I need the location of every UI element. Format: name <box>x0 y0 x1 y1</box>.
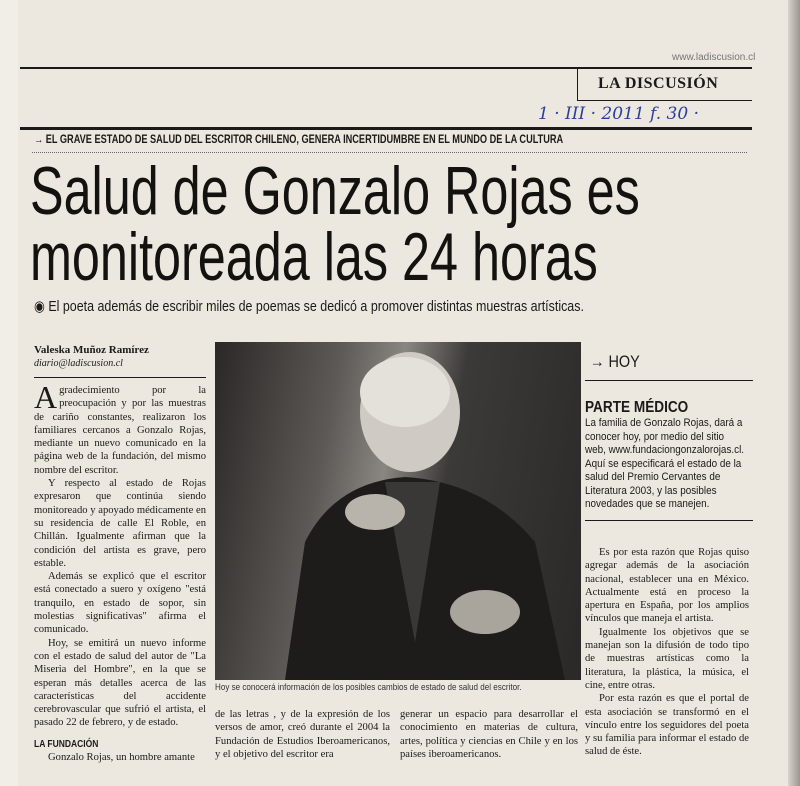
paragraph: Igualmente los objetivos que se manejan son la difusión de todo tipo de muestras artísticas como la literatura, la plástica, la música, el cine, entre otras. <box>585 626 749 691</box>
sidebar-title: PARTE MÉDICO <box>585 399 689 416</box>
byline: Valeska Muñoz Ramírez <box>34 344 149 356</box>
paragraph: generar un espacio para desarrollar el conocimiento en materias de cultura, artes, política y ciencias en Chile y en los países iberoamericanos. <box>400 709 578 760</box>
column-4 <box>585 546 749 759</box>
section-heading: LA FUNDACIÓN <box>34 738 99 750</box>
paragraph: gradecimiento por la preocupación y por las muestras de cariño constantes, realizaron los familiares cercanos a Gonzalo Rojas, mediante un nuevo comunicado en la página web de la fundación, del mismo nombre del escritor. <box>34 385 206 476</box>
masthead-rule <box>577 100 752 101</box>
scan-edge <box>788 0 800 786</box>
masthead-divider <box>577 69 578 100</box>
paragraph: Por esta razón es que el portal de esta asociación se transformó en el vínculo entre los seguidores del poeta y su familia para informar el estado de salud de éste. <box>585 693 749 758</box>
site-url: www.ladiscusion.cl <box>672 52 756 63</box>
section-rule <box>20 127 752 130</box>
headline <box>30 153 640 295</box>
kicker: → EL GRAVE ESTADO DE SALUD DEL ESCRITOR CHILENO, GENERA INCERTIDUMBRE EN EL MUNDO DE LA CULTURA <box>34 134 564 146</box>
headline-line-1: Salud de Gonzalo Rojas es <box>30 153 640 229</box>
photo-caption: Hoy se conocerá información de los posibles cambios de estado de salud del escritor. <box>215 682 522 693</box>
portrait-silhouette <box>215 342 581 680</box>
masthead: LA DISCUSIÓN <box>598 75 719 92</box>
column-1 <box>34 379 206 764</box>
paragraph: Además se explicó que el escritor está conectado a suero y oxígeno "está tranquilo, en estado de sopor, sin molestias significativas" afirma el comunicado. <box>34 571 206 636</box>
subhead: ◉ El poeta además de escribir miles de poemas se dedicó a promover distintas muestras artísticas. <box>34 298 584 315</box>
photo-gonzalo-rojas <box>215 342 581 680</box>
paragraph: Es por esta razón que Rojas quiso agregar además de la asociación nacional, establecer una en México. Actualmente está en proceso la apertura en España, por los amplios vínculos que maneja el artista. <box>585 547 749 625</box>
column-2 <box>215 708 390 761</box>
paragraph: Hoy, se emitirá un nuevo informe con el estado de salud del autor de "La Miseria del Hombre", en la que se esperan más detalles acerca de las características del accidente cerebrovascular que sufrió el artista, el pasado 22 de febrero, y de estado. <box>34 637 206 729</box>
paragraph: de las letras , y de la expresión de los versos de amor, creó durante el 2004 la Fundación de Estudios Iberoamericanos, y el objetivo del escritor era <box>215 709 390 760</box>
hoy-rule <box>585 380 753 381</box>
handwritten-date: 1 · III · 2011 f. 30 · <box>538 104 699 124</box>
column-3 <box>400 708 578 761</box>
author-email: diario@ladiscusion.cl <box>34 358 123 369</box>
byline-rule <box>34 377 206 378</box>
paragraph: Gonzalo Rojas, un hombre amante <box>48 752 195 764</box>
sidebar-body: La familia de Gonzalo Rojas, dará a conocer hoy, por medio del sitio web, www.fundaciongonzalorojas.cl. Aquí se especificará el estado de la salud del Premio Cervantes de Literatura 2003, y las posibles novedades que se manejen. <box>585 417 745 510</box>
paragraph: Y respecto al estado de Rojas expresaron que continúa siendo monitoreado y apoyado médicamente en su residencia de calle El Roble, en Chillán. Igualmente afirman que la condición del artista es grave, pero estable. <box>34 478 206 569</box>
sidebar-rule <box>585 520 753 521</box>
top-rule <box>20 67 752 69</box>
headline-line-2: monitoreada las 24 horas <box>30 219 598 295</box>
drop-cap: A <box>34 379 58 415</box>
hoy-label: → HOY <box>590 352 640 371</box>
